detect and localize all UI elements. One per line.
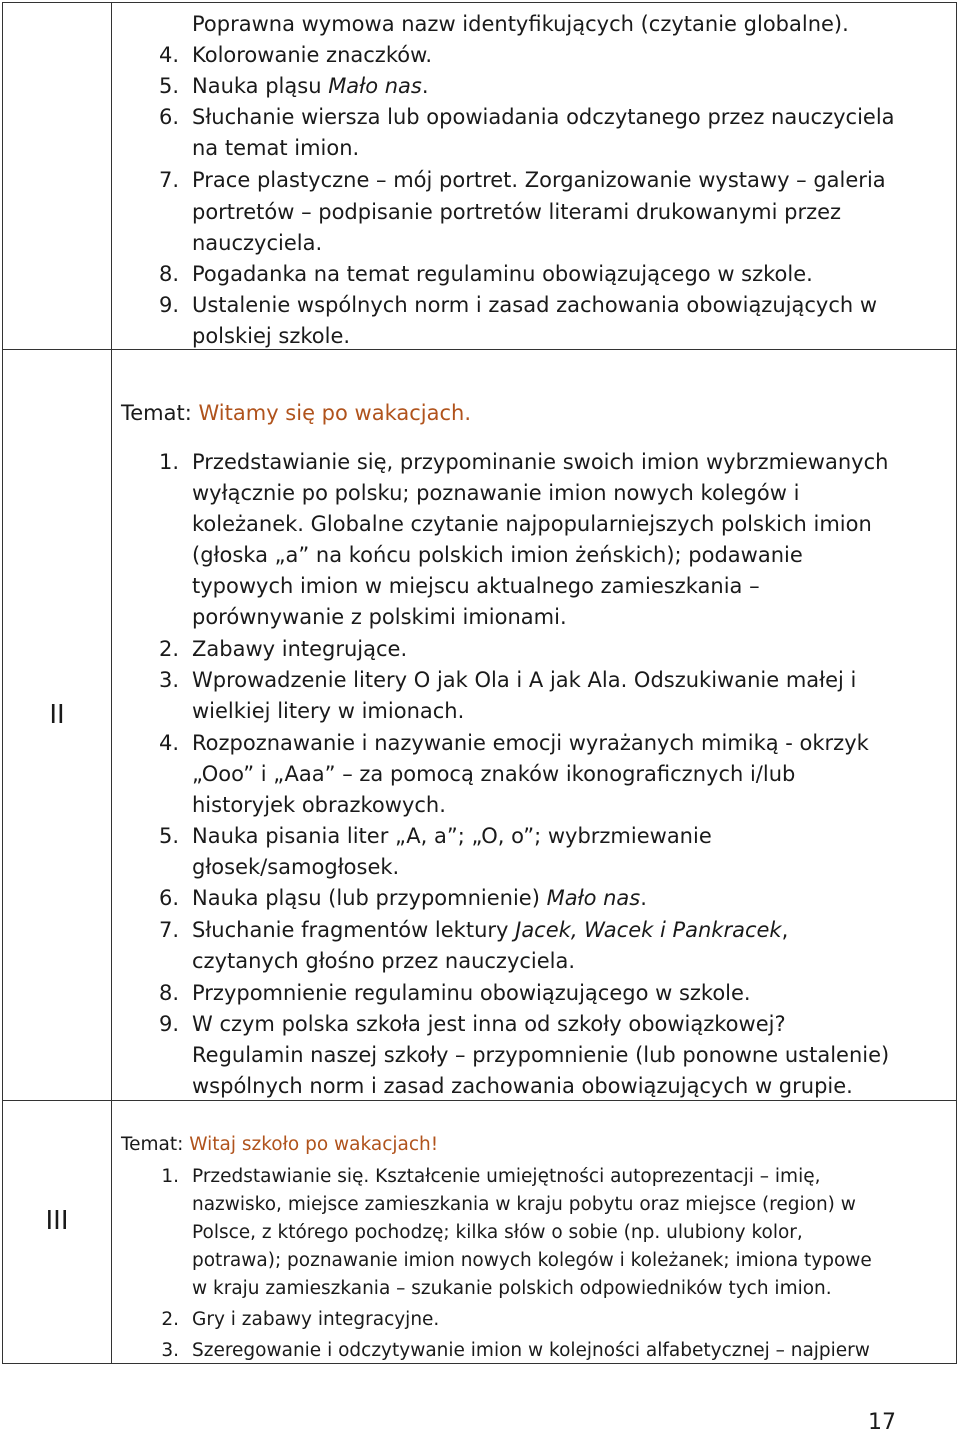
list-item-text: wielkiej litery w imionach. — [192, 699, 465, 723]
list-item-text: Pogadanka na temat regulaminu obowiązującego w szkole. — [192, 262, 813, 286]
punctuation: , — [781, 918, 789, 942]
song-title: Mało nas — [328, 74, 422, 98]
list-item-text: koleżanek. Globalne czytanie najpopularniejszych polskich imion — [192, 512, 872, 536]
list-number: 1. — [161, 1166, 179, 1187]
list-item-text: Przypomnienie regulaminu obowiązującego w szkole. — [192, 981, 751, 1005]
topic-label: Temat: — [121, 1134, 190, 1155]
list-item-text: historyjek obrazkowych. — [192, 793, 446, 817]
list-item-text: Odszukiwanie małej i — [627, 668, 857, 692]
list-item — [192, 71, 429, 101]
list-item-text: nauczyciela. — [192, 231, 323, 255]
punctuation: . — [640, 886, 647, 910]
list-item-text: i — [509, 668, 529, 692]
list-item-text: Prace plastyczne – mój portret. Zorganizowanie wystawy – galeria — [192, 168, 886, 192]
list-item-text: jak — [543, 668, 588, 692]
list-number: 6. — [158, 886, 179, 910]
column-divider — [111, 3, 112, 1363]
list-number: 3. — [161, 1340, 179, 1361]
lesson-topic — [121, 398, 471, 428]
list-number: 6. — [158, 105, 179, 129]
list-item-text: Gry i zabawy integracyjne. — [192, 1309, 440, 1330]
list-item-text: Rozpoznawanie i nazywanie emocji wyrażanych mimiką - okrzyk — [192, 731, 869, 755]
list-item-text: Kolorowanie znaczków. — [192, 43, 433, 67]
list-item-text: w kraju zamieszkania – szukanie polskich odpowiedników tych imion. — [192, 1278, 832, 1299]
list-item-text: Nauka pląsu — [192, 74, 329, 98]
row-divider — [3, 349, 956, 350]
list-item — [192, 915, 788, 945]
list-item-text: Zabawy integrujące. — [192, 637, 408, 661]
list-item-text: wyłącznie po polsku; poznawanie imion nowych kolegów i — [192, 481, 800, 505]
list-number: 2. — [158, 637, 179, 661]
example-name: Ala. — [587, 668, 628, 692]
row-label-iii: III — [45, 1206, 69, 1236]
list-item-text: portretów – podpisanie portretów literami drukowanymi przez — [192, 200, 842, 224]
list-item-text: na temat imion. — [192, 136, 360, 160]
list-number: 8. — [158, 981, 179, 1005]
list-item-text: Wprowadzenie litery — [192, 668, 414, 692]
list-item-text: Nauka pisania liter „A, a”; „O, o”; wybrzmiewanie — [192, 824, 712, 848]
list-item — [192, 883, 647, 913]
row-label-ii: II — [49, 700, 65, 730]
list-item-text: Przedstawianie się. Kształcenie umiejętności autoprezentacji – imię, — [192, 1166, 821, 1187]
list-item-text: Słuchanie fragmentów lektury — [192, 918, 516, 942]
list-item-text: Polsce, z którego pochodzę; kilka słów o sobie (np. ulubiony kolor, — [192, 1222, 803, 1243]
list-item-text: Nauka pląsu (lub przypomnienie) — [192, 886, 547, 910]
list-item-text: typowych imion w miejscu aktualnego zamieszkania – — [192, 574, 760, 598]
topic-title: Witaj szkoło po wakacjach! — [189, 1134, 439, 1155]
list-item-text: Słuchanie wiersza lub opowiadania odczytanego przez nauczyciela — [192, 105, 895, 129]
book-title: Jacek, Wacek i Pankracek — [515, 918, 782, 942]
list-item-text: Przedstawianie się, przypominanie swoich imion wybrzmiewanych — [192, 450, 889, 474]
list-number: 7. — [158, 168, 179, 192]
list-number: 5. — [158, 824, 179, 848]
list-item-text: potrawa); poznawanie imion nowych kolegów i koleżanek; imiona typowe — [192, 1250, 872, 1271]
lesson-plan-table — [2, 2, 957, 1364]
letter: A — [528, 668, 544, 692]
list-number: 9. — [158, 293, 179, 317]
list-item-text: Poprawna wymowa nazw identyfikujących (czytanie globalne). — [192, 12, 849, 36]
list-number: 9. — [158, 1012, 179, 1036]
list-number: 2. — [161, 1309, 179, 1330]
punctuation: . — [421, 74, 429, 98]
list-item-text: nazwisko, miejsce zamieszkania w kraju pobytu oraz miejsce (region) w — [192, 1194, 856, 1215]
example-name: Ola — [474, 668, 510, 692]
list-item — [192, 665, 856, 695]
list-item-text: W czym polska szkoła jest inna od szkoły obowiązkowej? — [192, 1012, 786, 1036]
lesson-topic — [121, 1130, 438, 1160]
list-number: 5. — [158, 74, 179, 98]
list-number: 8. — [158, 262, 179, 286]
list-number: 4. — [158, 731, 179, 755]
list-number: 3. — [158, 668, 179, 692]
list-item-text: głosek/samogłosek. — [192, 855, 400, 879]
list-number: 7. — [158, 918, 179, 942]
list-item-text: Regulamin naszej szkoły – przypomnienie (lub ponowne ustalenie) — [192, 1043, 890, 1067]
list-item-text: wspólnych norm i zasad zachowania obowiązujących w grupie. — [192, 1074, 853, 1098]
list-item-text: jak — [430, 668, 475, 692]
list-item-text: Ustalenie wspólnych norm i zasad zachowania obowiązujących w — [192, 293, 878, 317]
letter: O — [413, 668, 431, 692]
topic-label: Temat: — [121, 401, 199, 425]
song-title: Mało nas — [546, 886, 641, 910]
topic-title: Witamy się po wakacjach. — [198, 401, 472, 425]
list-number: 4. — [158, 43, 179, 67]
page-number: 17 — [868, 1410, 896, 1435]
list-item-text: porównywanie z polskimi imionami. — [192, 605, 567, 629]
list-item-text: czytanych głośno przez nauczyciela. — [192, 949, 576, 973]
list-item-text: polskiej szkole. — [192, 324, 351, 348]
list-number: 1. — [158, 450, 179, 474]
list-item-text: „Ooo” i „Aaa” – za pomocą znaków ikonograficznych i/lub — [192, 762, 796, 786]
list-item-text: (głoska „a” na końcu polskich imion żeńskich); podawanie — [192, 543, 803, 567]
list-item-text: Szeregowanie i odczytywanie imion w kolejności alfabetycznej – najpierw — [192, 1340, 870, 1361]
